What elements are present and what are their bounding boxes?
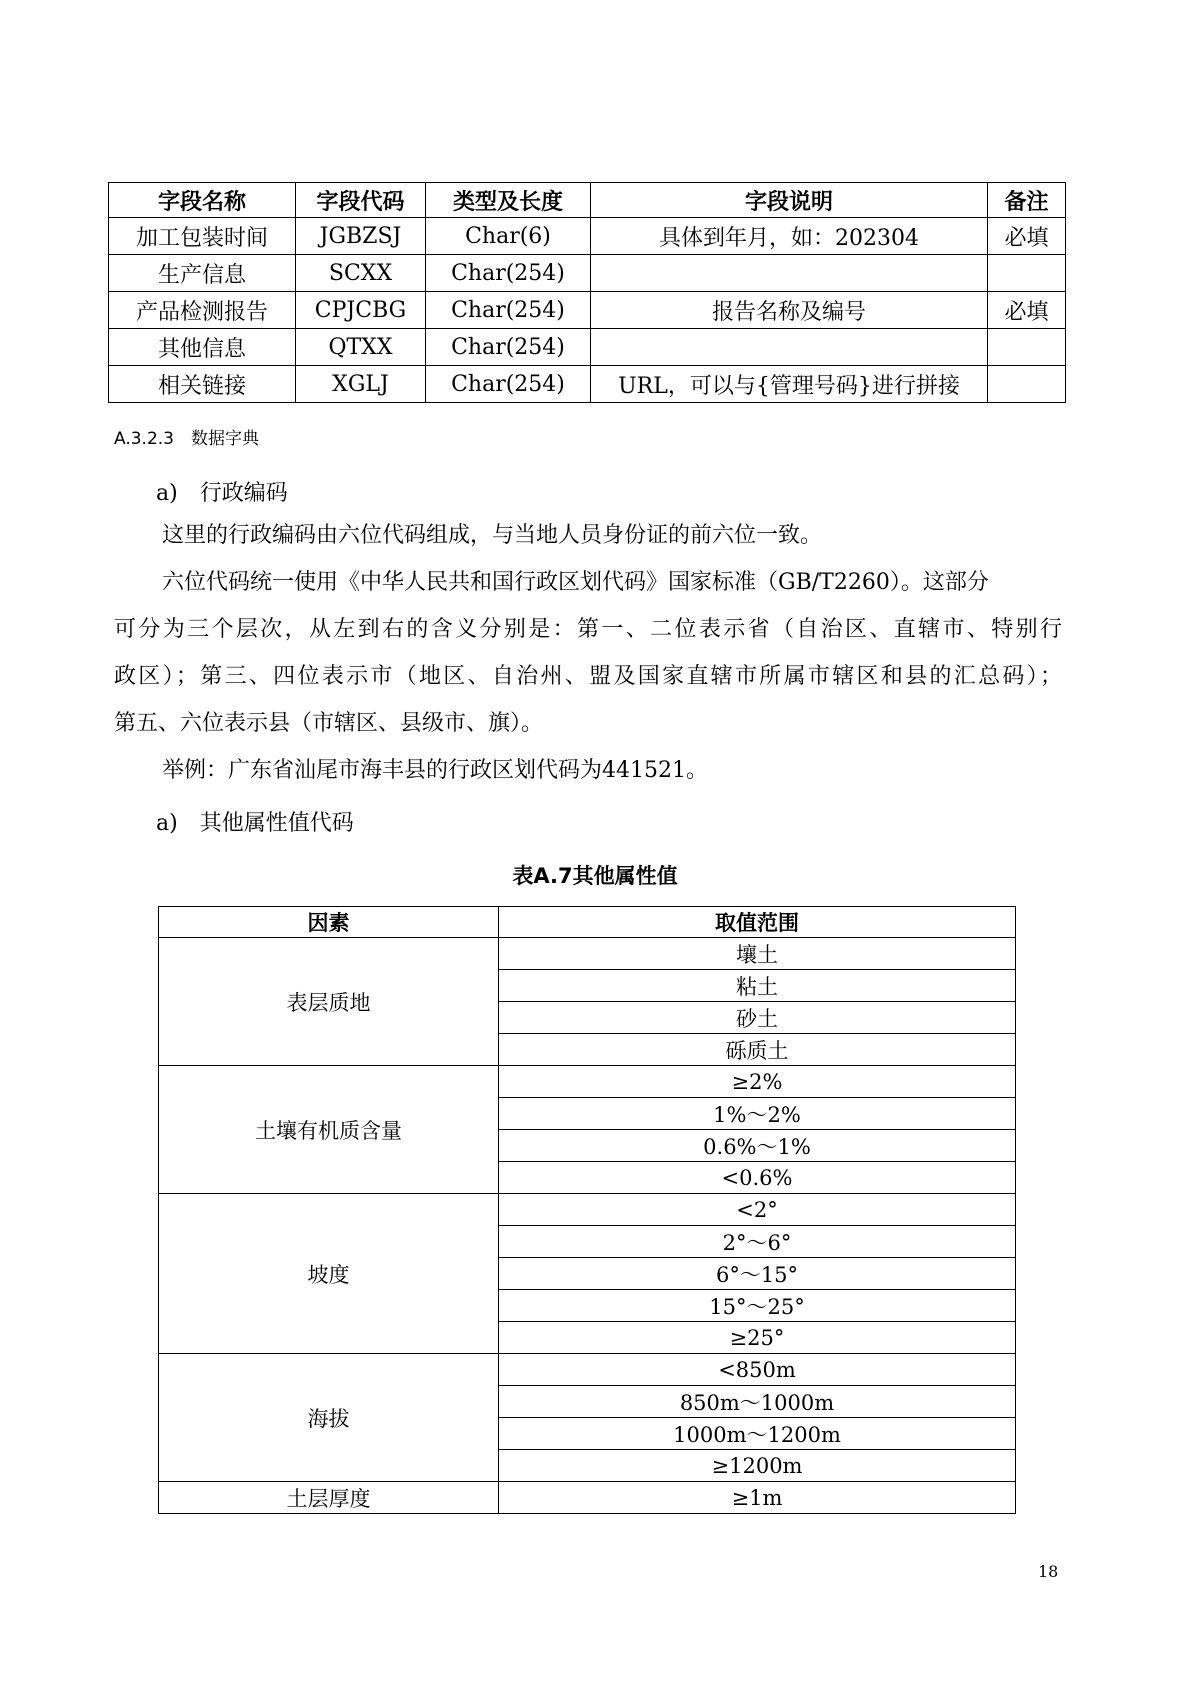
cell-value: <2° <box>499 1194 1016 1226</box>
cell-field-description: 具体到年月，如：202304 <box>591 218 988 255</box>
cell-value: 砾质土 <box>499 1034 1016 1066</box>
cell-field-description: 报告名称及编号 <box>591 292 988 329</box>
cell-field-description: URL，可以与{管理号码}进行拼接 <box>591 366 988 403</box>
table-row <box>159 1482 1016 1514</box>
cell-type-length: Char(254) <box>426 329 591 366</box>
cell-field-name: 生产信息 <box>109 255 296 292</box>
paragraph-line: 六位代码统一使用《中华人民共和国行政区划代码》国家标准（GB/T2260）。这部分 <box>162 570 989 595</box>
cell-value: 0.6%～1% <box>499 1130 1016 1162</box>
list-item-label: a) 行政编码 <box>156 481 288 506</box>
paragraph: 举例：广东省汕尾市海丰县的行政区划代码为441521。 <box>162 758 708 783</box>
paragraph-line: 第五、六位表示县（市辖区、县级市、旗）。 <box>114 711 544 736</box>
table-row <box>159 1354 1016 1386</box>
attribute-values-table <box>158 906 1016 1514</box>
header-field-code: 字段代码 <box>296 183 426 218</box>
cell-value: 2°～6° <box>499 1226 1016 1258</box>
cell-type-length: Char(6) <box>426 218 591 255</box>
table-caption: 表A.7其他属性值 <box>512 864 678 888</box>
cell-field-name: 相关链接 <box>109 366 296 403</box>
table-row <box>159 938 1016 970</box>
paragraph-line: 可分为三个层次，从左到右的含义分别是：第一、二位表示省（自治区、直辖市、特别行 <box>114 617 1062 642</box>
cell-value: 15°～25° <box>499 1290 1016 1322</box>
cell-field-code: JGBZSJ <box>296 218 426 255</box>
cell-field-code: CPJCBG <box>296 292 426 329</box>
cell-value: 粘土 <box>499 970 1016 1002</box>
table-row <box>159 1066 1016 1098</box>
paragraph-line: 政区）；第三、四位表示市（地区、自治州、盟及国家直辖市所属市辖区和县的汇总码）； <box>114 664 1062 689</box>
cell-value: <850m <box>499 1354 1016 1386</box>
cell-remark: 必填 <box>988 292 1066 329</box>
header-field-name: 字段名称 <box>109 183 296 218</box>
list-item-label: a) 其他属性值代码 <box>156 811 354 836</box>
header-field-description: 字段说明 <box>591 183 988 218</box>
section-heading: A.3.2.3 数据字典 <box>114 429 259 449</box>
cell-factor: 土壤有机质含量 <box>159 1066 499 1194</box>
field-definition-table <box>108 182 1066 403</box>
cell-value: ≥2% <box>499 1066 1016 1098</box>
paragraph: 这里的行政编码由六位代码组成，与当地人员身份证的前六位一致。 <box>162 523 823 548</box>
table-row <box>109 366 1066 403</box>
cell-field-code: XGLJ <box>296 366 426 403</box>
table-row <box>109 255 1066 292</box>
cell-value: 1%～2% <box>499 1098 1016 1130</box>
cell-factor: 土层厚度 <box>159 1482 499 1514</box>
table-header-row <box>159 907 1016 938</box>
cell-value: 6°～15° <box>499 1258 1016 1290</box>
cell-factor: 表层质地 <box>159 938 499 1066</box>
table-row <box>159 1194 1016 1226</box>
cell-value: <0.6% <box>499 1162 1016 1194</box>
header-remark: 备注 <box>988 183 1066 218</box>
cell-field-code: SCXX <box>296 255 426 292</box>
cell-value: 砂土 <box>499 1002 1016 1034</box>
cell-type-length: Char(254) <box>426 292 591 329</box>
cell-factor: 坡度 <box>159 1194 499 1354</box>
cell-type-length: Char(254) <box>426 255 591 292</box>
page-number: 18 <box>1038 1562 1059 1581</box>
cell-field-description <box>591 255 988 292</box>
header-factor: 因素 <box>159 907 499 938</box>
cell-value: ≥1m <box>499 1482 1016 1514</box>
cell-value: 壤土 <box>499 938 1016 970</box>
table-row <box>109 292 1066 329</box>
cell-remark <box>988 255 1066 292</box>
cell-remark <box>988 366 1066 403</box>
cell-remark: 必填 <box>988 218 1066 255</box>
table-row <box>109 329 1066 366</box>
cell-field-description <box>591 329 988 366</box>
header-value-range: 取值范围 <box>499 907 1016 938</box>
cell-field-name: 加工包装时间 <box>109 218 296 255</box>
cell-field-code: QTXX <box>296 329 426 366</box>
cell-value: 1000m～1200m <box>499 1418 1016 1450</box>
header-type-length: 类型及长度 <box>426 183 591 218</box>
cell-value: ≥25° <box>499 1322 1016 1354</box>
cell-type-length: Char(254) <box>426 366 591 403</box>
table-row <box>109 218 1066 255</box>
cell-remark <box>988 329 1066 366</box>
table-header-row <box>109 183 1066 218</box>
cell-factor: 海拔 <box>159 1354 499 1482</box>
cell-value: ≥1200m <box>499 1450 1016 1482</box>
cell-field-name: 其他信息 <box>109 329 296 366</box>
cell-field-name: 产品检测报告 <box>109 292 296 329</box>
cell-value: 850m～1000m <box>499 1386 1016 1418</box>
